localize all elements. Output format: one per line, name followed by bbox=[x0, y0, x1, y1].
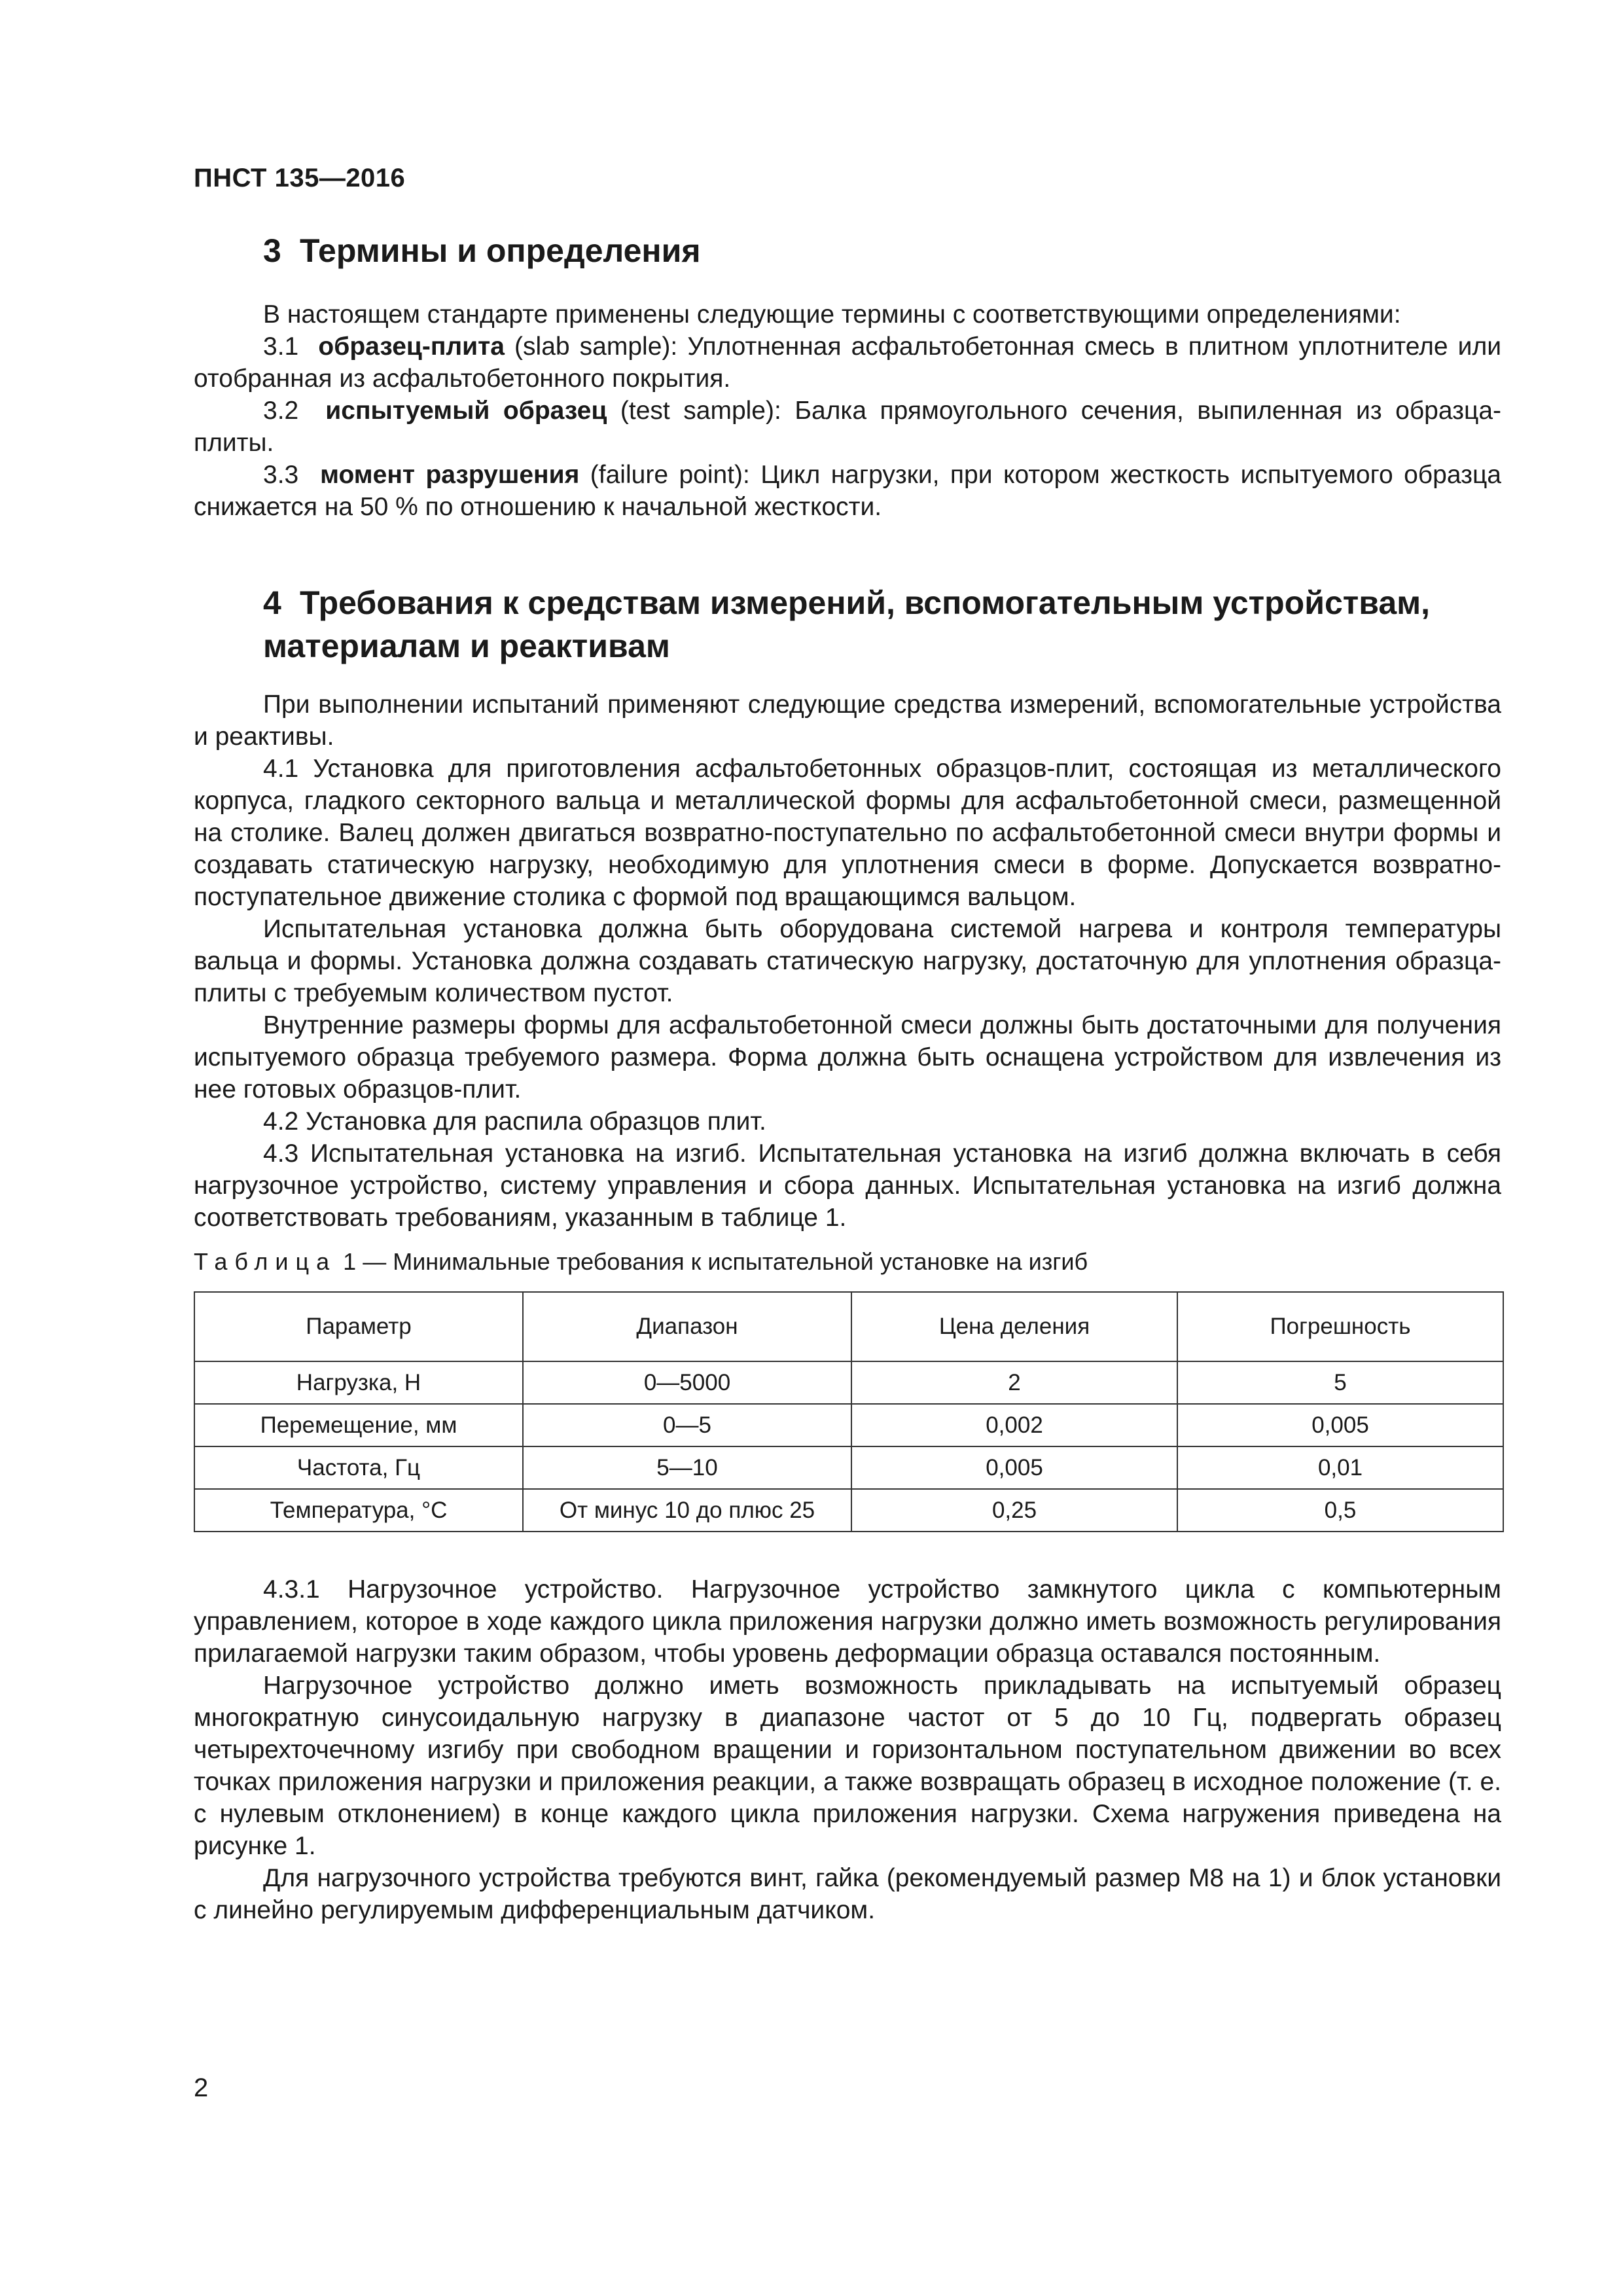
section-3-intro: В настоящем стандарте применены следующие термины с соответствующими определениями: bbox=[263, 300, 1401, 329]
table-caption-label: Таблица bbox=[194, 1248, 337, 1275]
section-3-heading bbox=[263, 229, 701, 272]
table-cell: Перемещение, мм bbox=[194, 1404, 523, 1446]
table-header-row bbox=[194, 1292, 1503, 1361]
table-cell: 0—5 bbox=[523, 1404, 851, 1446]
term-3-1: 3.1 образец-плита (slab sample): Уплотненная асфальтобетонная смесь в плитном уплотнителе или отобранная из асфальтобетонного покрытия. bbox=[194, 332, 1501, 393]
table-cell: 0,002 bbox=[851, 1404, 1177, 1446]
table-cell: 2 bbox=[851, 1361, 1177, 1404]
table-caption-text: — Минимальные требования к испытательной установке на изгиб bbox=[356, 1248, 1088, 1275]
table-cell: 0,25 bbox=[851, 1489, 1177, 1532]
term-3-3-name: момент разрушения bbox=[320, 461, 580, 489]
table-cell: 0,005 bbox=[1177, 1404, 1503, 1446]
term-3-3: 3.3 момент разрушения (failure point): Цикл нагрузки, при котором жесткость испытуемого образца снижается на 50 % по отношению к начальной жесткости. bbox=[194, 461, 1501, 521]
item-4-3-1: 4.3.1 Нагрузочное устройство. Нагрузочное устройство замкнутого цикла с компьютерным управлением, которое в ходе каждого цикла приложения нагрузки должно иметь возможность регулирования прилагаемой нагрузки таким образом, чтобы уровень деформации образца оставался постоянным. bbox=[194, 1575, 1501, 1668]
table-cell: Частота, Гц bbox=[194, 1446, 523, 1489]
paragraph-screw-nut: Для нагрузочного устройства требуются винт, гайка (рекомендуемый размер М8 на 1) и блок установки с линейно регулируемым дифференциальным датчиком. bbox=[194, 1864, 1501, 1924]
header-error: Погрешность bbox=[1177, 1292, 1503, 1361]
section-4-3-1-body bbox=[194, 1573, 1501, 1926]
table-row bbox=[194, 1446, 1503, 1489]
paragraph-sinusoidal-load: Нагрузочное устройство должно иметь возможность прикладывать на испытуемый образец многократную синусоидальную нагрузку в диапазоне частот от 5 до 10 Гц, подвергать образец четырехточечному изгибу при свободном вращении и горизонтальном поступательном движении во всех точках приложения нагрузки и приложения реакции, а также возвращать образец в исходное положение (т. е. с нулевым отклонением) в конце каждого цикла приложения нагрузки. Схема нагружения приведена на рисунке 1. bbox=[194, 1672, 1501, 1860]
section-4-intro: При выполнении испытаний применяют следующие средства измерений, вспомогательные устройства и реактивы. bbox=[194, 691, 1501, 751]
header-parameter: Параметр bbox=[194, 1292, 523, 1361]
paragraph-form-size: Внутренние размеры формы для асфальтобетонной смеси должны быть достаточными для получения испытуемого образца требуемого размера. Форма должна быть оснащена устройством для извлечения из нее готовых образцов-плит. bbox=[194, 1011, 1501, 1103]
section-4-title-line2: материалам и реактивам bbox=[263, 628, 670, 664]
term-3-2: 3.2 испытуемый образец (test sample): Балка прямоугольного сечения, выпиленная из образца-плиты. bbox=[194, 397, 1502, 457]
term-3-2-name: испытуемый образец bbox=[325, 397, 607, 425]
table-cell: 0,5 bbox=[1177, 1489, 1503, 1532]
document-code: ПНСТ 135—2016 bbox=[194, 164, 406, 192]
item-4-3: 4.3 Испытательная установка на изгиб. Испытательная установка на изгиб должна включать в себя нагрузочное устройство, систему управления и сбора данных. Испытательная установка на изгиб должна соответствовать требованиям, указанным в таблице 1. bbox=[194, 1139, 1501, 1232]
table-caption-number: 1 bbox=[343, 1248, 357, 1275]
table-cell: Нагрузка, Н bbox=[194, 1361, 523, 1404]
table-cell: От минус 10 до плюс 25 bbox=[523, 1489, 851, 1532]
table-row bbox=[194, 1489, 1503, 1532]
table-row bbox=[194, 1404, 1503, 1446]
section-4-body bbox=[194, 689, 1501, 1234]
paragraph-heating: Испытательная установка должна быть оборудована системой нагрева и контроля температуры вальца и формы. Установка должна создавать статическую нагрузку, достаточную для уплотнения образца-плиты с требуемым количеством пустот. bbox=[194, 915, 1501, 1007]
section-3-body bbox=[194, 298, 1501, 523]
table-cell: Температура, °С bbox=[194, 1489, 523, 1532]
table-cell: 0,005 bbox=[851, 1446, 1177, 1489]
item-4-1: 4.1 Установка для приготовления асфальтобетонных образцов-плит, состоящая из металлического корпуса, гладкого секторного вальца и металлической формы для асфальтобетонной смеси, размещенной на столике. Валец должен двигаться возвратно-поступательно по асфальтобетонной смеси внутри формы и создавать статическую нагрузку, необходимую для уплотнения смеси в форме. Допускается возвратно-поступательное движение столика с формой под вращающимся вальцом. bbox=[194, 755, 1501, 911]
table-1-caption bbox=[194, 1247, 1088, 1276]
page-number: 2 bbox=[194, 2073, 209, 2102]
section-3-title: Термины и определения bbox=[300, 232, 701, 269]
table-cell: 5 bbox=[1177, 1361, 1503, 1404]
table-cell: 0,01 bbox=[1177, 1446, 1503, 1489]
section-3-number: 3 bbox=[263, 232, 281, 269]
header-division: Цена деления bbox=[851, 1292, 1177, 1361]
header-range: Диапазон bbox=[523, 1292, 851, 1361]
section-4-title-line1: Требования к средствам измерений, вспомогательным устройствам, bbox=[300, 584, 1431, 621]
table-cell: 0—5000 bbox=[523, 1361, 851, 1404]
requirements-table bbox=[194, 1291, 1504, 1532]
item-4-2: 4.2 Установка для распила образцов плит. bbox=[263, 1107, 766, 1136]
term-3-1-name: образец-плита bbox=[318, 332, 505, 361]
section-4-heading bbox=[263, 581, 1507, 668]
table-row bbox=[194, 1361, 1503, 1404]
table-cell: 5—10 bbox=[523, 1446, 851, 1489]
section-4-number: 4 bbox=[263, 584, 281, 621]
